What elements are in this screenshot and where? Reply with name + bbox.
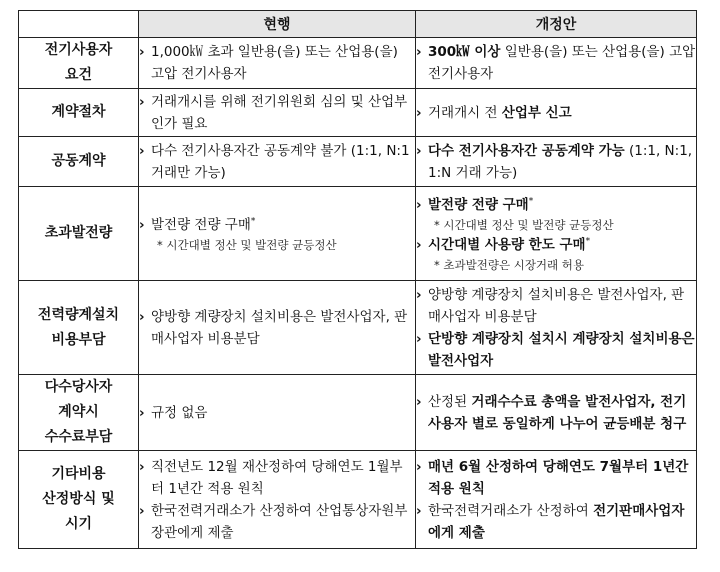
bullet-text: 양방향 계량장치 설치비용은 발전사업자, 판매사업자 비용분담 [428,286,685,325]
category-line: 전기사용자 [44,42,113,58]
bullet-bold-text: 거래수수료 총액을 발전사업자, 전기사용자 별로 동일하게 나누어 균등배분 청구 [428,393,687,432]
bullet-item [416,284,696,328]
bullet-item [416,234,696,256]
category-cell [19,137,139,187]
comparison-table [18,10,697,549]
bullet-text: 일반용(을) 또는 산업용(을) 고압 전기사용자 [428,44,696,82]
bullet-bold-text: 다수 전기사용자간 공동계약 가능 [428,142,625,159]
category-line: 전력량계설치 [37,306,120,323]
bullet-bold-text: 단방향 계량장치 설치시 계량장치 설치비용은 발전사업자 [428,330,695,369]
bullet-item [139,41,415,85]
revised-cell [416,375,697,451]
bullet-item [139,456,415,500]
current-cell [139,451,416,549]
current-cell [139,187,416,281]
bullet-item [416,194,696,216]
category-line: 기타비용 [51,466,106,482]
footnote-mark: * [250,216,256,226]
header-blank [19,11,139,38]
category-cell [19,187,139,281]
bullet-item [416,500,696,544]
bullet-item [139,91,415,135]
category-line: 요건 [64,67,93,83]
bullet-item [416,328,696,372]
table-row [19,187,697,281]
category-cell [19,281,139,375]
bullet-bold-text: 발전량 전량 구매 [428,196,529,213]
bullet-item [139,306,415,350]
bullet-text: 직전년도 12월 재산정하여 당해연도 1월부터 1년간 적용 원칙 [151,458,403,497]
table-row [19,38,697,89]
footnote-mark: * [528,196,534,206]
header-current: 현행 [139,11,416,38]
revised-cell [416,89,697,137]
footnote: * 시간대별 정산 및 발전량 균등정산 [157,237,337,252]
current-cell [139,281,416,375]
bullet-text: 다수 전기사용자간 공동계약 불가 (1:1, N:1 거래만 가능) [151,142,410,181]
category-cell [19,89,139,137]
table-row [19,281,697,375]
revised-cell [416,281,697,375]
bullet-item [416,391,696,435]
category-line: 공동계약 [51,153,106,169]
bullet-item [416,41,696,85]
bullet-item [139,214,415,236]
bullet-text: 산정된 [428,393,472,410]
bullet-bold-text: 300㎾ 이상 [428,44,501,60]
bullet-item [416,456,696,500]
bullet-text: 한국전력거래소가 산정하여 [428,502,594,519]
bullet-item [139,402,415,424]
bullet-bold-text: 시간대별 사용량 한도 구매 [428,236,586,253]
bullet-bold-text: 산업부 신고 [501,104,572,121]
bullet-item [139,140,415,184]
bullet-bold-text: 매년 6월 산정하여 당해연도 7월부터 1년간 적용 원칙 [428,458,689,497]
category-line: 수수료부담 [44,429,113,445]
category-line: 초과발전량 [44,225,113,241]
category-line: 시기 [64,516,93,532]
current-cell [139,89,416,137]
category-cell [19,451,139,549]
footnote-mark: * [585,236,591,246]
bullet-bold-text: 전기판매사업자에게 제출 [428,502,685,541]
bullet-item [416,102,696,124]
bullet-text: 1,000㎾ 초과 일반용(을) 또는 산업용(을) 고압 전기사용자 [151,44,398,82]
bullet-text: 양방향 계량장치 설치비용은 발전사업자, 판매사업자 비용분담 [151,308,408,347]
bullet-text: 거래개시 전 [428,104,502,121]
bullet-text: 한국전력거래소가 산정하여 산업통상자원부장관에게 제출 [151,502,408,541]
bullet-text: 발전량 전량 구매 [151,216,251,233]
footnote: * 초과발전량은 시장거래 허용 [434,257,585,272]
current-cell [139,38,416,89]
revised-cell [416,187,697,281]
revised-cell [416,137,697,187]
bullet-text: 규정 없음 [151,404,208,421]
category-cell [19,38,139,89]
category-line: 계약절차 [51,104,106,120]
bullet-text: 거래개시를 위해 전기위원회 심의 및 산업부 인가 필요 [151,93,408,132]
table-row [19,89,697,137]
bullet-item [416,140,696,184]
table-row [19,375,697,451]
table-header-row [19,11,697,38]
current-cell [139,375,416,451]
footnote: * 시간대별 정산 및 발전량 균등정산 [434,217,614,232]
category-line: 다수당사자 [44,379,113,395]
table-row [19,451,697,549]
bullet-item [139,500,415,544]
category-line: 비용부담 [51,331,106,348]
bullet-text: (1:1, N:1, 1:N 거래 가능) [428,142,693,181]
category-line: 산정방식 및 [42,491,115,507]
header-revised: 개정안 [416,11,697,38]
category-cell [19,375,139,451]
table-row [19,137,697,187]
revised-cell [416,38,697,89]
revised-cell [416,451,697,549]
current-cell [139,137,416,187]
category-line: 계약시 [58,404,99,420]
